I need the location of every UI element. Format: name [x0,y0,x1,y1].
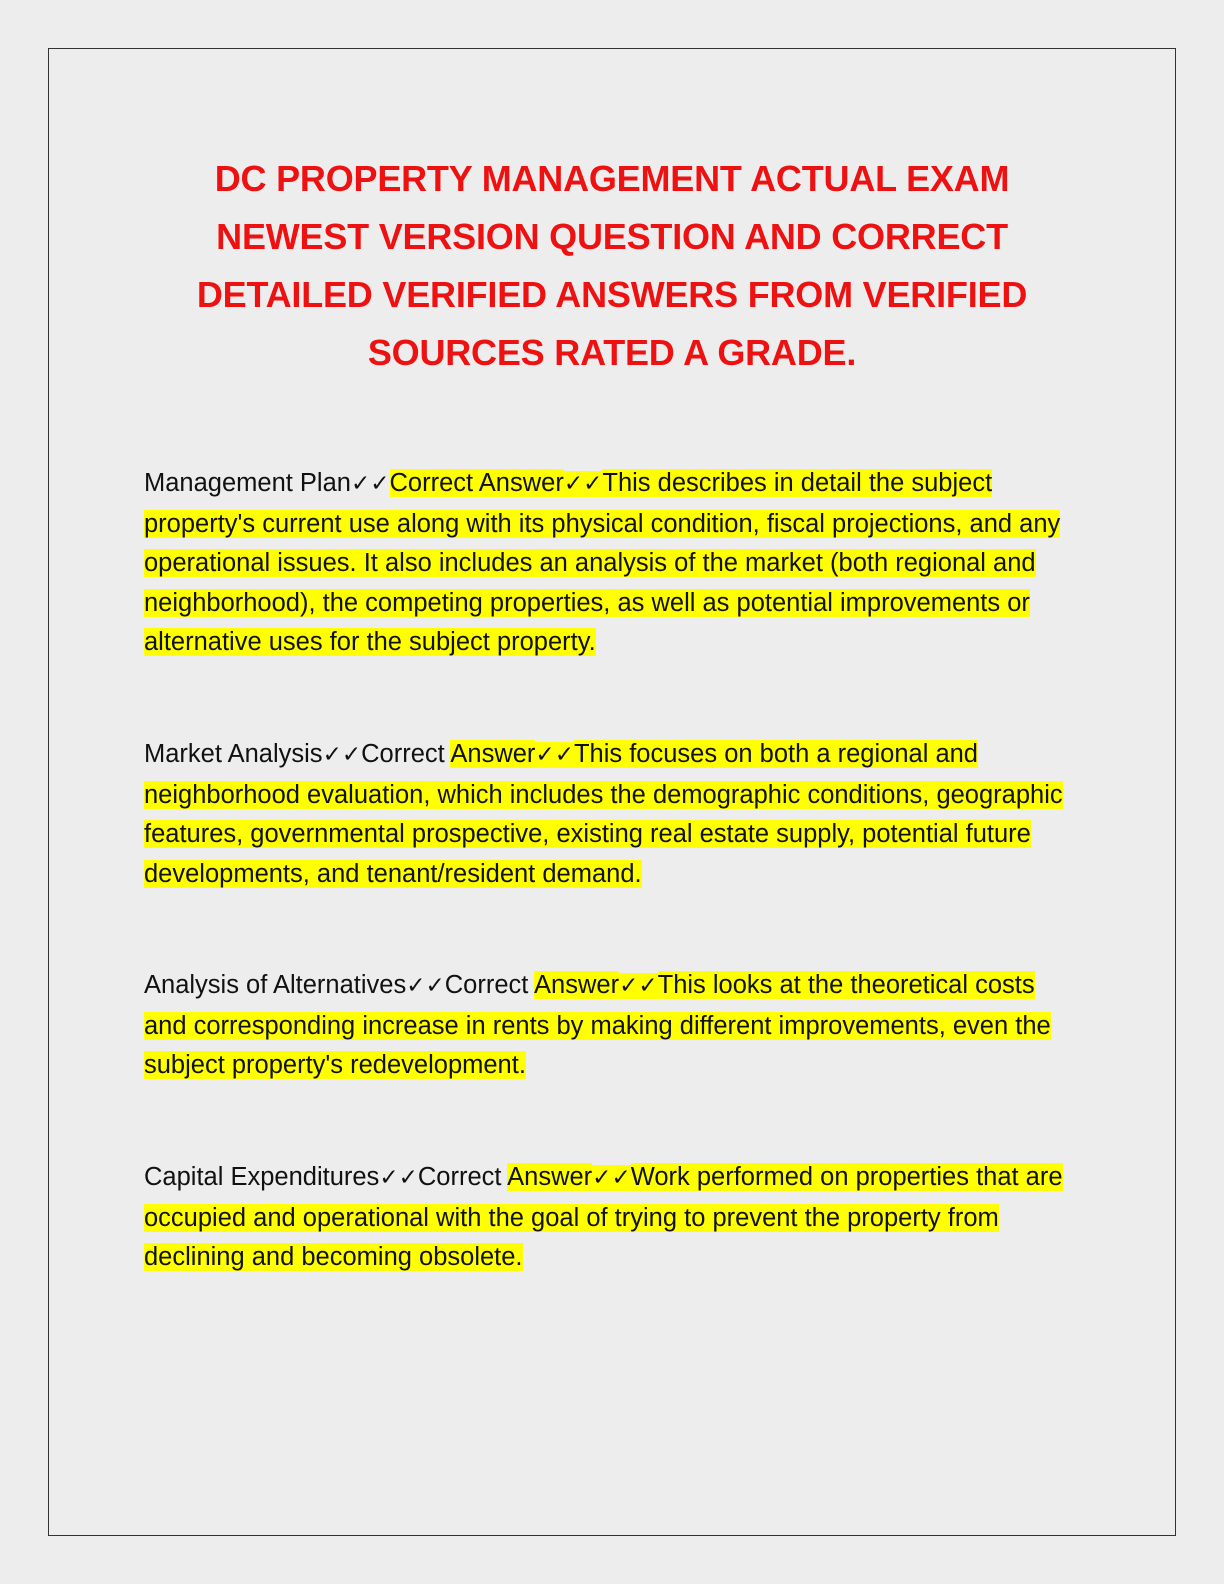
check-icon: ✓✓ [350,471,390,497]
check-icon: ✓✓ [322,742,362,768]
qa-answer: This looks at the theoretical costs and corresponding increase in rents by making different improvements, even the subject property's redevelopment. [144,971,1051,1079]
qa-label-plain: Correct [417,1163,508,1191]
qa-term: Management Plan [144,469,351,497]
qa-label-highlighted: Answer [450,740,536,768]
check-icon: ✓✓ [619,973,658,999]
check-icon: ✓✓ [406,973,445,999]
qa-term: Analysis of Alternatives [144,971,407,999]
check-icon: ✓✓ [535,742,574,768]
check-icon: ✓✓ [379,1165,418,1191]
qa-term: Capital Expenditures [144,1163,380,1191]
check-icon: ✓✓ [592,1165,631,1191]
qa-term: Market Analysis [144,740,323,768]
qa-label-highlighted: Correct Answer [389,469,564,497]
qa-label-plain: Correct [444,971,535,999]
qa-label-highlighted: Answer [534,971,620,999]
qa-label-plain: Correct [361,740,451,768]
check-icon: ✓✓ [563,471,603,497]
qa-label-highlighted: Answer [507,1163,593,1191]
qa-answer: Work performed on properties that are occupied and operational with the goal of trying to prevent the property from declining and becoming obsolete. [144,1163,1063,1271]
qa-answer: This describes in detail the subject property's current use along with its physical condition, fiscal projections, and any operational issues. It also includes an analysis of the market (both regional and neighborhood), the competing properties, as well as potential improvements or alternative uses for the subject property. [144,469,1061,656]
qa-answer: This focuses on both a regional and neighborhood evaluation, which includes the demographic conditions, geographic features, governmental prospective, existing real estate supply, potential future developments, and tenant/resident demand. [144,740,1063,888]
qa-entry-market-analysis [144,735,1074,894]
qa-entry-management-plan [144,464,1074,663]
qa-entry-analysis-of-alternatives [144,966,1074,1086]
document-title: DC PROPERTY MANAGEMENT ACTUAL EXAM NEWEST VERSION QUESTION AND CORRECT DETAILED VERIFIED ANSWERS FROM VERIFIED SOURCES RATED A GRADE. [196,158,1028,373]
qa-entry-capital-expenditures [144,1158,1074,1278]
